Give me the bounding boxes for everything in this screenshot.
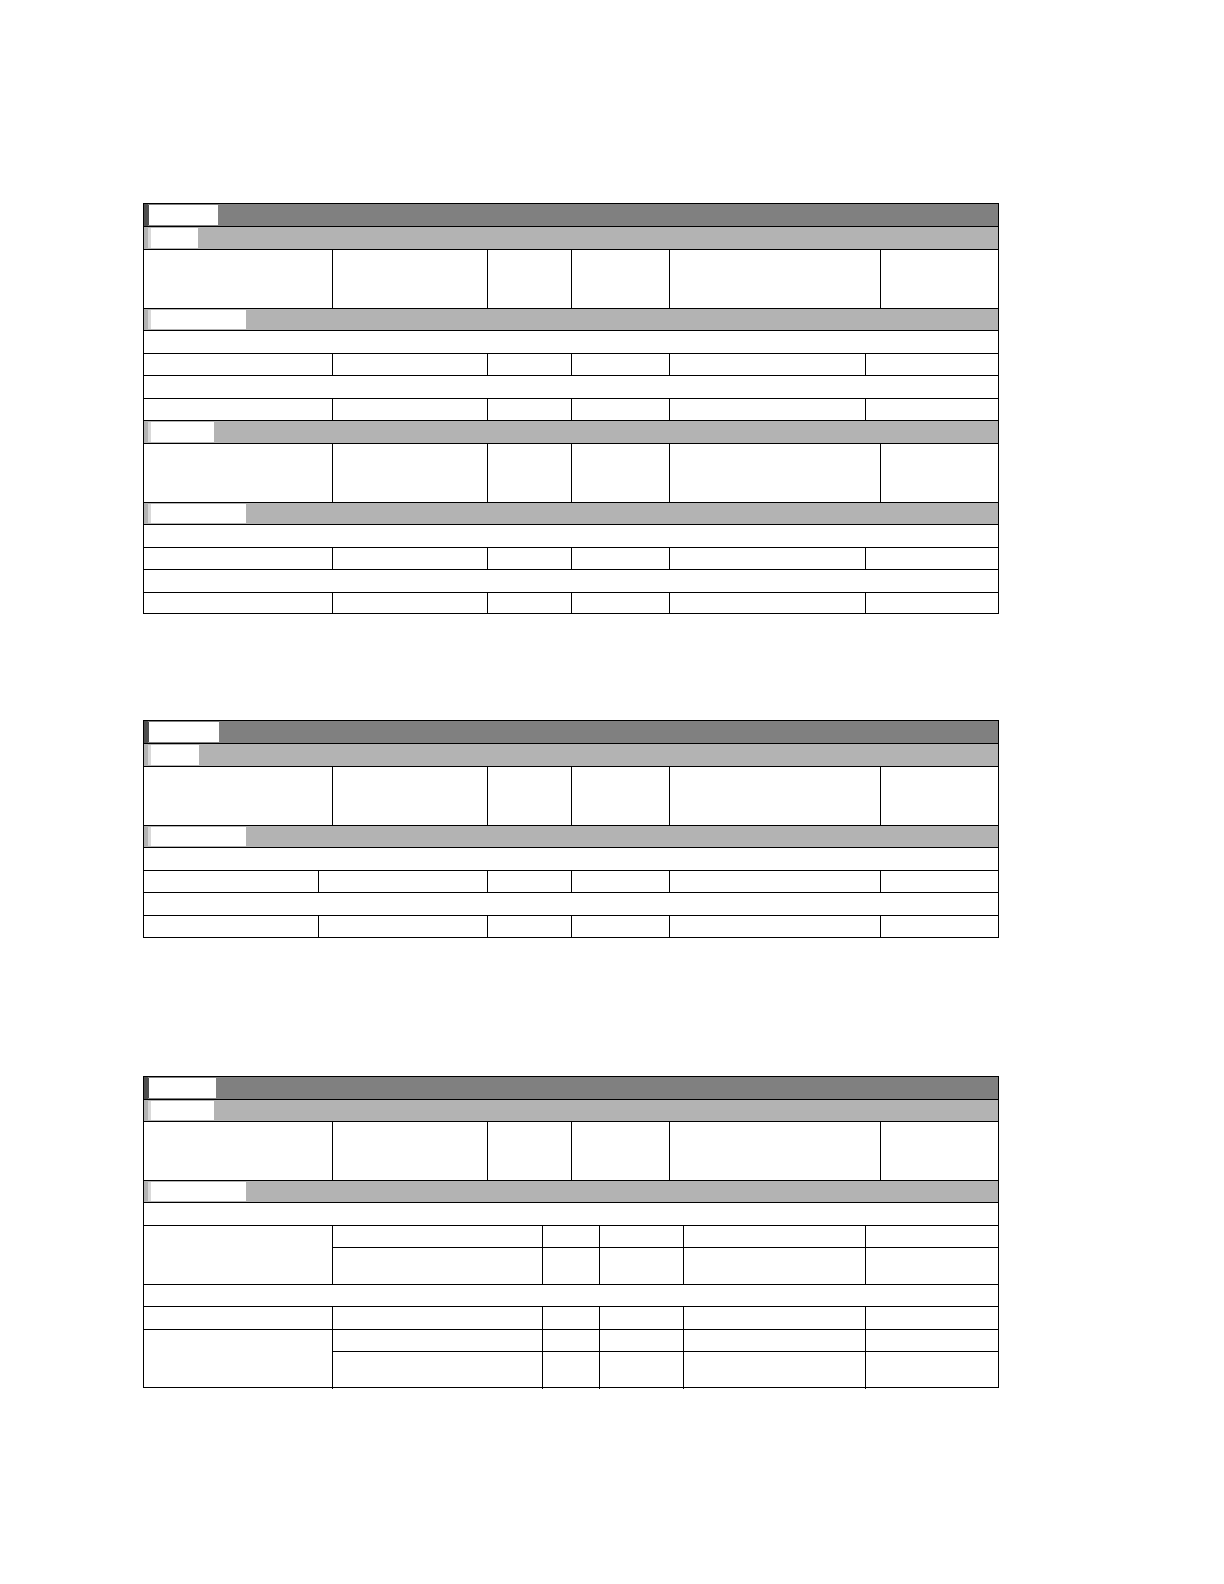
col-divider [865,354,866,375]
subsection-label [148,1182,246,1201]
col-divider [487,354,488,375]
col-divider [599,1226,600,1284]
col-divider [542,1307,543,1329]
col-divider [332,399,333,420]
grouped-row-block [144,1330,998,1389]
col-divider [865,1330,866,1389]
column-header-row [144,1122,998,1181]
subsection-bar [144,1181,998,1203]
col-divider [542,1330,543,1389]
col-divider [487,399,488,420]
form-table-2 [143,720,999,938]
col-divider [669,871,670,892]
col-divider [332,354,333,375]
subsection-bar [144,826,998,848]
col-divider [880,916,881,937]
col-divider [880,767,881,825]
table-row [144,399,998,421]
col-divider [571,399,572,420]
col-divider [669,250,670,308]
grouped-row-block [144,1226,998,1285]
col-divider [571,916,572,937]
section-bar [144,227,998,250]
table-row [144,354,998,376]
table-title-bar [144,204,998,227]
table-row [144,916,998,937]
section-bar [144,744,998,767]
subsection-bar [144,309,998,331]
table-row [144,871,998,893]
subsection-label [148,504,246,523]
full-width-row [144,1203,998,1226]
col-divider [318,916,319,937]
col-divider [683,1330,684,1389]
table-title-bar [144,1077,998,1100]
full-width-row [144,848,998,871]
section-label [148,745,199,765]
col-divider [599,1307,600,1329]
col-divider [487,250,488,308]
col-divider [599,1330,600,1389]
subsection-label [148,310,246,329]
col-divider [865,399,866,420]
col-divider [669,548,670,569]
col-divider [571,548,572,569]
col-divider [669,767,670,825]
col-divider [487,548,488,569]
col-divider [880,1122,881,1180]
col-divider [571,767,572,825]
col-divider [669,399,670,420]
subsection-label [148,827,246,846]
subsection-bar [144,503,998,525]
column-header-row [144,250,998,309]
col-divider [683,1307,684,1329]
table-row [144,1307,998,1330]
form-table-3 [143,1076,999,1388]
col-divider [865,548,866,569]
col-divider [487,871,488,892]
table-title [148,722,219,742]
col-divider [571,444,572,502]
col-divider [571,871,572,892]
col-divider [487,1122,488,1180]
col-divider [669,1122,670,1180]
table-title-bar [144,721,998,744]
row-divider [332,1247,998,1248]
col-divider [332,1122,333,1180]
col-divider [669,444,670,502]
col-divider [318,871,319,892]
col-divider [669,354,670,375]
col-divider [332,444,333,502]
col-divider [669,916,670,937]
full-width-row [144,331,998,354]
full-width-row [144,1285,998,1307]
col-divider [332,593,333,614]
table-row [144,593,998,614]
col-divider [487,916,488,937]
col-divider [332,548,333,569]
col-divider [487,767,488,825]
full-width-row [144,893,998,916]
col-divider [571,354,572,375]
form-table-1 [143,203,999,614]
col-divider [880,444,881,502]
full-width-row [144,570,998,593]
section-label [148,422,214,442]
table-row [144,548,998,570]
table-title [148,1078,216,1098]
section-label [148,228,198,248]
section-bar [144,421,998,444]
col-divider [332,1226,333,1284]
col-divider [669,593,670,614]
col-divider [487,593,488,614]
col-divider [683,1226,684,1284]
col-divider [332,1330,333,1389]
col-divider [332,767,333,825]
col-divider [865,593,866,614]
section-label [148,1101,214,1120]
col-divider [332,250,333,308]
section-bar [144,1100,998,1122]
col-divider [865,1226,866,1284]
col-divider [571,593,572,614]
table-title [148,205,218,225]
full-width-row [144,525,998,548]
col-divider [487,444,488,502]
column-header-row [144,767,998,826]
full-width-row [144,376,998,399]
col-divider [865,1307,866,1329]
row-divider [332,1351,998,1352]
col-divider [571,1122,572,1180]
col-divider [571,250,572,308]
col-divider [332,1307,333,1329]
col-divider [542,1226,543,1284]
column-header-row [144,444,998,503]
col-divider [880,871,881,892]
col-divider [880,250,881,308]
